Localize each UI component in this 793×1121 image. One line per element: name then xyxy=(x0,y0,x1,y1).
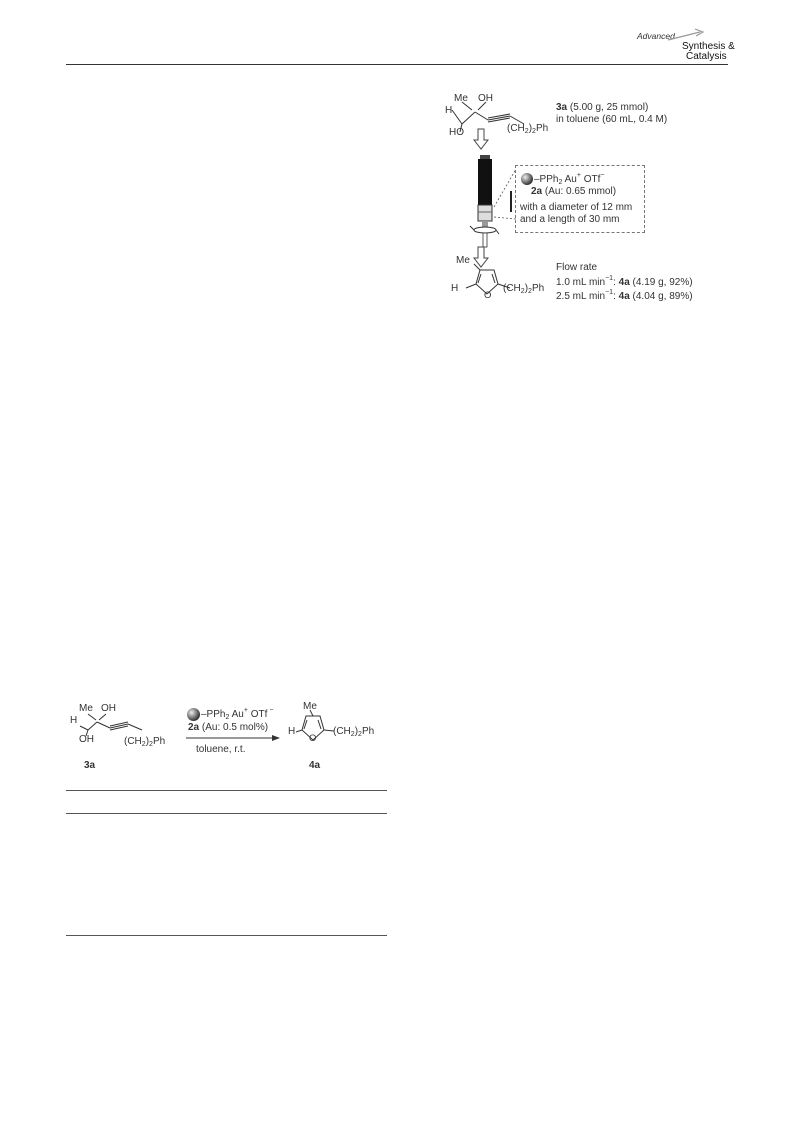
flow-sm-h: H xyxy=(445,105,453,116)
column-scale-bar xyxy=(510,191,512,212)
flow-rate-1: 1.0 mL $\min^{-1}$: 4a (4.19 g, 92%) xyxy=(556,275,693,288)
batch-catalyst-formula: –PPh$_2$ Au+ OTf − xyxy=(201,707,274,721)
batch-polymer-bead-icon xyxy=(186,707,201,722)
journal-logo-synthesis: Synthesis & xyxy=(682,41,735,52)
batch-sm-oh: OH xyxy=(101,703,116,714)
column-diameter: with a diameter of 12 mm xyxy=(520,202,633,213)
journal-logo-catalysis: Catalysis xyxy=(686,51,727,62)
flow-feed-line2: in toluene (60 mL, 0.4 M) xyxy=(556,114,668,125)
batch-catalyst-loading: 2a (Au: 0.5 mol%) xyxy=(188,722,269,733)
polymer-bead-icon xyxy=(520,172,534,186)
batch-product-furan-bonds xyxy=(286,700,386,748)
batch-prod-label: 4a xyxy=(309,760,321,771)
table-top-rule xyxy=(66,790,387,791)
batch-sm-chain: $(CH_2)_2Ph$ xyxy=(124,736,166,748)
batch-sm-oh2: OH xyxy=(79,734,94,745)
flow-rate-2: 2.5 mL $\min^{-1}$: 4a (4.04 g, 89%) xyxy=(556,289,693,302)
flow-catalyst-formula: –PPh$_2$ Au+ OTf− xyxy=(534,172,605,186)
batch-prod-me: Me xyxy=(303,701,317,712)
reaction-arrow-icon xyxy=(186,733,282,743)
flow-down-arrow-icon xyxy=(473,128,489,150)
flow-sm-ho: HO xyxy=(449,127,464,138)
flow-sm-oh: OH xyxy=(478,93,493,104)
batch-scheme xyxy=(0,690,400,790)
batch-prod-chain: $(CH_2)_2Ph$ xyxy=(333,726,375,738)
flow-prod-o: O xyxy=(484,290,492,301)
flow-scheme xyxy=(0,0,793,330)
batch-sm-label: 3a xyxy=(84,760,96,771)
journal-logo-advanced: Advanced xyxy=(637,31,675,41)
flow-rate-title: Flow rate xyxy=(556,262,598,273)
table-header-rule xyxy=(66,813,387,814)
batch-prod-o: O xyxy=(309,733,317,744)
flow-prod-me: Me xyxy=(456,255,470,266)
flow-prod-h: H xyxy=(451,283,459,294)
batch-sm-h: H xyxy=(70,715,78,726)
flow-feed-line1: 3a (5.00 g, 25 mmol) xyxy=(556,102,649,113)
table-bottom-rule xyxy=(66,935,387,936)
batch-sm-me: Me xyxy=(79,703,93,714)
flow-sm-chain: $(CH_2)_2Ph$ xyxy=(507,123,549,135)
flow-catalyst-loading: 2a (Au: 0.65 mmol) xyxy=(531,186,617,197)
batch-conditions: toluene, r.t. xyxy=(196,744,246,755)
column-length: and a length of 30 mm xyxy=(520,214,620,225)
flow-sm-me: Me xyxy=(454,93,468,104)
flow-prod-chain: $(CH_2)_2Ph$ xyxy=(503,283,545,295)
batch-prod-h: H xyxy=(288,726,296,737)
